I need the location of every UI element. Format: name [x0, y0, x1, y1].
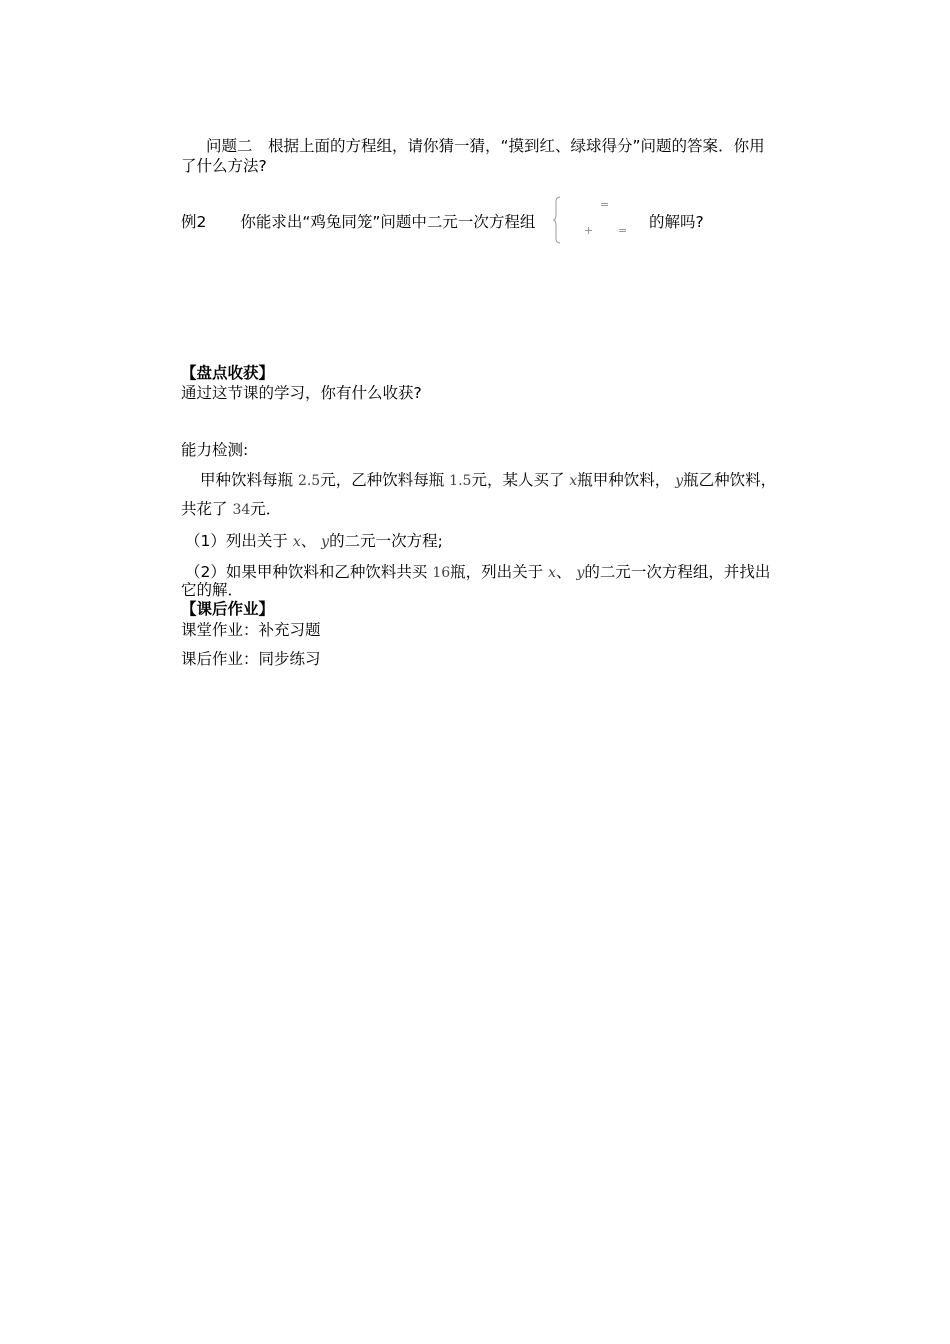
- price-yi: 1.5: [449, 473, 472, 489]
- question-1: [185, 531, 443, 552]
- question-2-line2: 它的解．: [181, 581, 244, 599]
- homework-after-work: 课后作业：同步练习: [181, 650, 321, 668]
- variable-x: x: [569, 473, 578, 489]
- text-segment: 的二元一次方程组，并找出: [584, 563, 771, 581]
- text-segment: 甲种饮料每瓶: [200, 471, 294, 489]
- variable-y: y: [576, 565, 585, 581]
- text-segment: 共花了: [181, 500, 228, 518]
- equation-system: [552, 196, 642, 244]
- question2-line2: 了什么方法?: [181, 157, 267, 175]
- ability-paragraph-line2: [181, 499, 281, 520]
- variable-y: y: [321, 534, 330, 550]
- equation1-equals: =: [600, 198, 610, 211]
- equation2-equals: =: [618, 224, 628, 237]
- variable-x: x: [548, 565, 556, 581]
- variable-x: x: [292, 534, 301, 550]
- text-segment: （2）如果甲种饮料和乙种饮料共买: [185, 563, 428, 581]
- ability-heading: 能力检测:: [181, 441, 249, 459]
- example2-tail: 的解吗?: [649, 213, 704, 231]
- example2-text: 你能求出“鸡兔同笼”问题中二元一次方程组: [240, 213, 536, 231]
- summary-heading: 【盘点收获】: [181, 364, 275, 382]
- bottle-count: 16: [432, 565, 451, 581]
- text-segment: （1）列出关于: [185, 532, 288, 550]
- separator: 、: [556, 563, 572, 581]
- summary-text: 通过这节课的学习，你有什么收获?: [181, 384, 422, 402]
- equation2-plus: +: [584, 224, 594, 237]
- left-brace-icon: [552, 196, 562, 244]
- example2-label: 例2: [181, 213, 207, 231]
- text-segment: 的二元一次方程;: [329, 532, 443, 550]
- example2-line: [181, 212, 535, 232]
- homework-class-work: 课堂作业：补充习题: [181, 621, 321, 639]
- text-segment: 元．: [250, 500, 282, 518]
- text-segment: 元，某人买了: [471, 471, 565, 489]
- homework-heading: 【课后作业】: [181, 600, 275, 618]
- text-segment: 元，乙种饮料每瓶: [320, 471, 445, 489]
- ability-paragraph-line1: [200, 470, 776, 491]
- text-segment: 瓶乙种饮料，: [683, 471, 777, 489]
- text-segment: 瓶，列出关于: [450, 563, 544, 581]
- text-segment: 瓶甲种饮料，: [577, 471, 671, 489]
- total-cost: 34: [232, 502, 251, 518]
- question-2-line1: [185, 562, 770, 583]
- price-jia: 2.5: [297, 473, 321, 489]
- separator: 、: [300, 532, 317, 550]
- variable-y: y: [675, 473, 684, 489]
- question2-line1: 问题二 根据上面的方程组，请你猜一猜，“摸到红、绿球得分”问题的答案．你用: [206, 137, 765, 155]
